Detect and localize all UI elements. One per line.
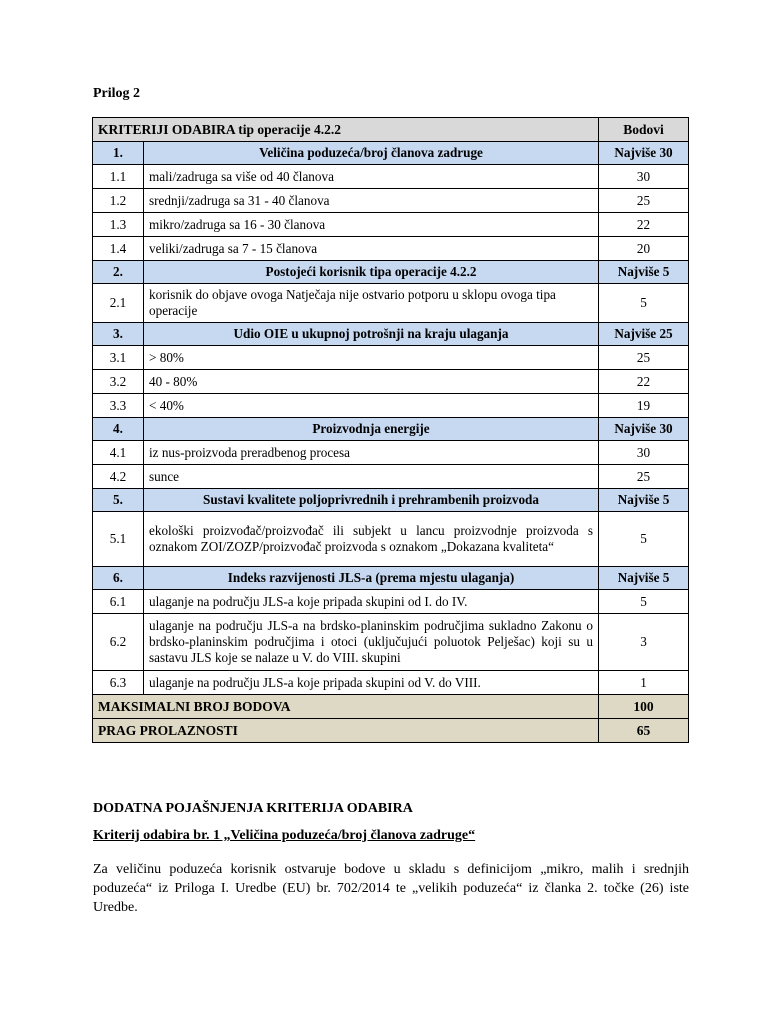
item-points: 5 bbox=[599, 284, 689, 323]
table-row bbox=[93, 614, 689, 671]
item-text: ulaganje na području JLS-a na brdsko-planinskim područjima sukladno Zakonu o brdsko-planinskim područjima i otoci (uključujući poluotok Pelješac) koji su u sastavu JLS koje se nalaze u V. do VIII. skupini bbox=[144, 614, 599, 671]
criterion-1-paragraph: Za veličinu poduzeća korisnik ostvaruje bodove u skladu s definicijom „mikro, malih i srednjih poduzeća“ iz Priloga I. Uredbe (EU) br. 702/2014 te „velikih poduzeća“ iz članka 2. točke (26) iste Uredbe. bbox=[93, 862, 689, 915]
item-points: 25 bbox=[599, 465, 689, 489]
table-row bbox=[93, 165, 689, 189]
section-row bbox=[93, 323, 689, 346]
item-points: 22 bbox=[599, 213, 689, 237]
section-title: Postojeći korisnik tipa operacije 4.2.2 bbox=[144, 261, 599, 284]
item-number: 5.1 bbox=[93, 512, 144, 567]
section-number: 4. bbox=[93, 418, 144, 441]
max-points-label: MAKSIMALNI BROJ BODOVA bbox=[93, 695, 599, 719]
item-points: 3 bbox=[599, 614, 689, 671]
item-points: 30 bbox=[599, 441, 689, 465]
threshold-value: 65 bbox=[599, 719, 689, 743]
section-points: Najviše 5 bbox=[599, 567, 689, 590]
table-header-points: Bodovi bbox=[599, 118, 689, 142]
table-row bbox=[93, 370, 689, 394]
table-row bbox=[93, 512, 689, 567]
criterion-1-heading: Kriterij odabira br. 1 „Veličina poduzeća/broj članova zadruge“ bbox=[93, 828, 476, 843]
section-title: Sustavi kvalitete poljoprivrednih i prehrambenih proizvoda bbox=[144, 489, 599, 512]
item-number: 6.2 bbox=[93, 614, 144, 671]
item-number: 1.2 bbox=[93, 189, 144, 213]
additional-explanations-heading: DODATNA POJAŠNJENJA KRITERIJA ODABIRA bbox=[93, 801, 413, 816]
section-points: Najviše 30 bbox=[599, 142, 689, 165]
table-row bbox=[93, 346, 689, 370]
section-row bbox=[93, 567, 689, 590]
item-number: 1.3 bbox=[93, 213, 144, 237]
item-number: 3.2 bbox=[93, 370, 144, 394]
section-number: 1. bbox=[93, 142, 144, 165]
item-text: mali/zadruga sa više od 40 članova bbox=[144, 165, 599, 189]
item-text: < 40% bbox=[144, 394, 599, 418]
item-text: sunce bbox=[144, 465, 599, 489]
section-points: Najviše 5 bbox=[599, 489, 689, 512]
section-points: Najviše 25 bbox=[599, 323, 689, 346]
section-points: Najviše 30 bbox=[599, 418, 689, 441]
item-points: 5 bbox=[599, 590, 689, 614]
item-text: > 80% bbox=[144, 346, 599, 370]
item-text: korisnik do objave ovoga Natječaja nije ostvario potporu u sklopu ovoga tipa operacije bbox=[144, 284, 599, 323]
item-number: 1.4 bbox=[93, 237, 144, 261]
section-row bbox=[93, 261, 689, 284]
section-points: Najviše 5 bbox=[599, 261, 689, 284]
item-text: mikro/zadruga sa 16 - 30 članova bbox=[144, 213, 599, 237]
section-row bbox=[93, 489, 689, 512]
item-text: ulaganje na području JLS-a koje pripada skupini od I. do IV. bbox=[144, 590, 599, 614]
item-number: 4.1 bbox=[93, 441, 144, 465]
section-title: Proizvodnja energije bbox=[144, 418, 599, 441]
item-text: 40 - 80% bbox=[144, 370, 599, 394]
max-points-row bbox=[93, 695, 689, 719]
item-text: ulaganje na području JLS-a koje pripada skupini od V. do VIII. bbox=[144, 671, 599, 695]
item-text: srednji/zadruga sa 31 - 40 članova bbox=[144, 189, 599, 213]
item-points: 20 bbox=[599, 237, 689, 261]
item-points: 25 bbox=[599, 346, 689, 370]
criteria-table bbox=[92, 117, 689, 743]
item-points: 5 bbox=[599, 512, 689, 567]
item-number: 6.3 bbox=[93, 671, 144, 695]
section-row bbox=[93, 418, 689, 441]
table-row bbox=[93, 441, 689, 465]
section-number: 6. bbox=[93, 567, 144, 590]
section-number: 5. bbox=[93, 489, 144, 512]
item-points: 19 bbox=[599, 394, 689, 418]
item-text: ekološki proizvođač/proizvođač ili subjekt u lancu proizvodnje proizvoda s oznakom ZOI/ZOZP/proizvođač proizvoda s oznakom „Dokazana kvaliteta“ bbox=[144, 512, 599, 567]
item-points: 22 bbox=[599, 370, 689, 394]
item-number: 6.1 bbox=[93, 590, 144, 614]
table-header-row bbox=[93, 118, 689, 142]
table-row bbox=[93, 590, 689, 614]
table-row bbox=[93, 237, 689, 261]
item-number: 3.1 bbox=[93, 346, 144, 370]
section-title: Udio OIE u ukupnoj potrošnji na kraju ulaganja bbox=[144, 323, 599, 346]
table-row bbox=[93, 671, 689, 695]
table-row bbox=[93, 394, 689, 418]
item-number: 2.1 bbox=[93, 284, 144, 323]
table-header-title: KRITERIJI ODABIRA tip operacije 4.2.2 bbox=[93, 118, 599, 142]
item-number: 1.1 bbox=[93, 165, 144, 189]
section-title: Veličina poduzeća/broj članova zadruge bbox=[144, 142, 599, 165]
threshold-row bbox=[93, 719, 689, 743]
section-title: Indeks razvijenosti JLS-a (prema mjestu ulaganja) bbox=[144, 567, 599, 590]
item-points: 25 bbox=[599, 189, 689, 213]
item-text: veliki/zadruga sa 7 - 15 članova bbox=[144, 237, 599, 261]
max-points-value: 100 bbox=[599, 695, 689, 719]
table-row bbox=[93, 284, 689, 323]
table-row bbox=[93, 465, 689, 489]
threshold-label: PRAG PROLAZNOSTI bbox=[93, 719, 599, 743]
item-number: 3.3 bbox=[93, 394, 144, 418]
table-row bbox=[93, 213, 689, 237]
section-number: 2. bbox=[93, 261, 144, 284]
item-points: 1 bbox=[599, 671, 689, 695]
section-number: 3. bbox=[93, 323, 144, 346]
item-text: iz nus-proizvoda preradbenog procesa bbox=[144, 441, 599, 465]
table-row bbox=[93, 189, 689, 213]
item-number: 4.2 bbox=[93, 465, 144, 489]
item-points: 30 bbox=[599, 165, 689, 189]
annex-label: Prilog 2 bbox=[93, 86, 141, 101]
section-row bbox=[93, 142, 689, 165]
